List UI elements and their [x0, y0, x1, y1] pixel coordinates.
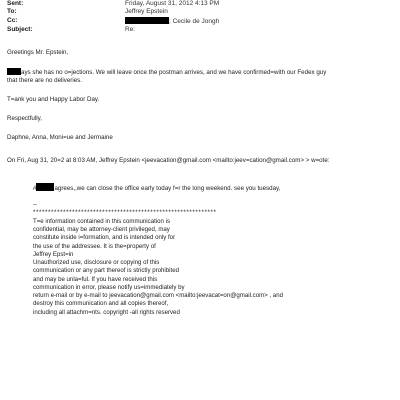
greeting: Greetings Mr. Epstein, [7, 49, 69, 56]
disclaimer-line: Jeffrey Epst=in [33, 251, 74, 258]
cc-value: ; Cecile de Jongh [169, 18, 220, 25]
disclaimer-line: return e-mail or by e-mail to jeevacation@gmail.com <mailto:jeevacat=on@gmail.com> , and [33, 292, 283, 299]
subject-value: Re: [125, 26, 136, 33]
cc-value-wrap [125, 17, 219, 26]
disclaimer-line: the use of the addressee. It is the=property of [33, 243, 156, 250]
sent-value: Friday, August 31, 2012 4:13 PM [125, 0, 220, 7]
quoted-reply-line [33, 183, 280, 193]
disclaimer-line: communication in error, please notify us=immediately by [33, 284, 185, 291]
disclaimer-line: and may be unla=ful. If you have received this [33, 276, 158, 283]
subject-label: Subject: [7, 26, 33, 33]
disclaimer-line: T=e information contained in this communication is [33, 218, 171, 225]
quoted-reply-text: agrees,,we can close the office early today f=r the long weekend. see you tuesday, [54, 185, 281, 192]
redaction-bar [125, 17, 169, 24]
disclaimer-line: constitute inside i=formation, and is intended only for [33, 234, 176, 241]
closing-line: Respectfully, [7, 115, 42, 122]
redaction-bar [7, 68, 21, 75]
to-label: To: [7, 8, 17, 15]
body-paragraph-line-1 [7, 68, 326, 77]
body-paragraph-line-2: that there are no deliveries. [7, 77, 82, 84]
disclaimer-line: confidential, may be attorney-client privileged, may [33, 226, 170, 233]
signature-line: Daphne, Anna, Moni=ue and Jermaine [7, 134, 113, 141]
disclaimer-stars: ************************************************************* [33, 209, 217, 216]
disclaimer-line: communication or any part thereof is strictly prohibited [33, 267, 179, 274]
disclaimer-line: destroy this communication and all copies thereof, [33, 300, 169, 307]
body-paragraph-text-1: ays she has no o=jections. We will leave once the postman arrives, and we have confirmed=with our Fedex guy [21, 69, 327, 76]
to-value: Jeffrey Epstein [125, 8, 168, 15]
quoted-ellipsis: -- [33, 201, 38, 208]
quoted-attribution: On Fri, Aug 31, 20=2 at 8:03 AM, Jeffrey Epstein <jeevacation@gmail.com <mailto:jeev=cation@gmail.com> > w=ote: [7, 157, 330, 164]
disclaimer-line: including all attachm=nts. copyright -all rights reserved [33, 309, 180, 316]
quoted-lead: # [33, 185, 37, 192]
disclaimer-line: Unauthorized use, disclosure or copying of this [33, 259, 160, 266]
sent-label: Sent: [7, 0, 24, 7]
thanks-line: T=ank you and Happy Labor Day. [7, 96, 100, 103]
cc-label: Cc: [7, 17, 18, 24]
redaction-bar [36, 183, 54, 191]
